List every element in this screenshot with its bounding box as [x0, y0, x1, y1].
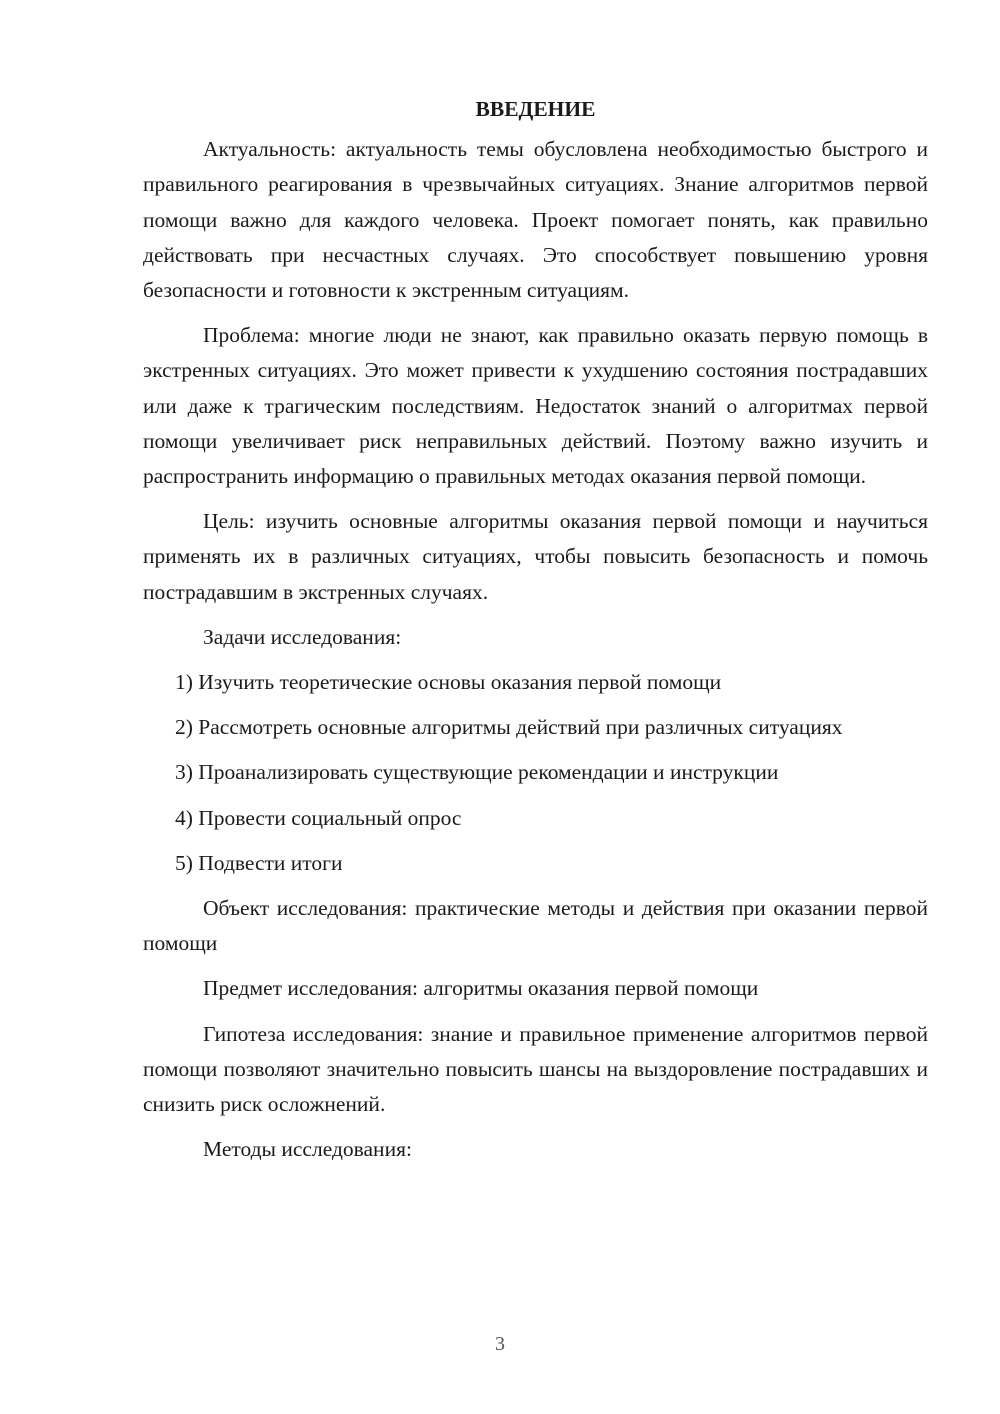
hypothesis-paragraph: Гипотеза исследования: знание и правильное применение алгоритмов первой помощи позволяют значительно повысить шансы на выздоровление пострадавших и снизить риск осложнений. [143, 1021, 928, 1117]
methods-heading: Методы исследования: [203, 1137, 412, 1162]
goal-paragraph: Цель: изучить основные алгоритмы оказания первой помощи и научиться применять их в различных ситуациях, чтобы повысить безопасность и помочь пострадавшим в экстренных случаях. [143, 509, 928, 604]
task-item-1: 1) Изучить теоретические основы оказания первой помощи [175, 670, 722, 695]
tasks-heading: Задачи исследования: [203, 624, 402, 649]
task-item-3: 3) Проанализировать существующие рекомендации и инструкции [175, 760, 779, 785]
task-item-5: 5) Подвести итоги [175, 850, 343, 875]
problem-paragraph: Проблема: многие люди не знают, как правильно оказать первую помощь в экстренных ситуациях. Это может привести к ухудшению состояния пострадавших или даже к трагическим последствиям. Недостаток знаний о алгоритмах первой помощи увеличивает риск неправильных действий. Поэтому важно изучить и распространить информацию о правильных методах оказания первой помощи. [143, 323, 928, 489]
section-title: ВВЕДЕНИЕ [475, 97, 596, 121]
task-item-2: 2) Рассмотреть основные алгоритмы действий при различных ситуациях [175, 715, 843, 740]
object-paragraph: Объект исследования: практические методы и действия при оказании первой помощи [143, 896, 928, 956]
relevance-paragraph: Актуальность: актуальность темы обусловлена необходимостью быстрого и правильного реагирования в чрезвычайных ситуациях. Знание алгоритмов первой помощи важно для каждого человека. Проект помогает понять, как правильно действовать при несчастных случаях. Это способствует повышению уровня безопасности и готовности к экстренным ситуациям. [143, 137, 928, 303]
subject-paragraph: Предмет исследования: алгоритмы оказания первой помощи [203, 976, 759, 1001]
page-number: 3 [495, 1333, 505, 1355]
page-content [143, 92, 928, 1177]
task-item-4: 4) Провести социальный опрос [175, 805, 462, 830]
